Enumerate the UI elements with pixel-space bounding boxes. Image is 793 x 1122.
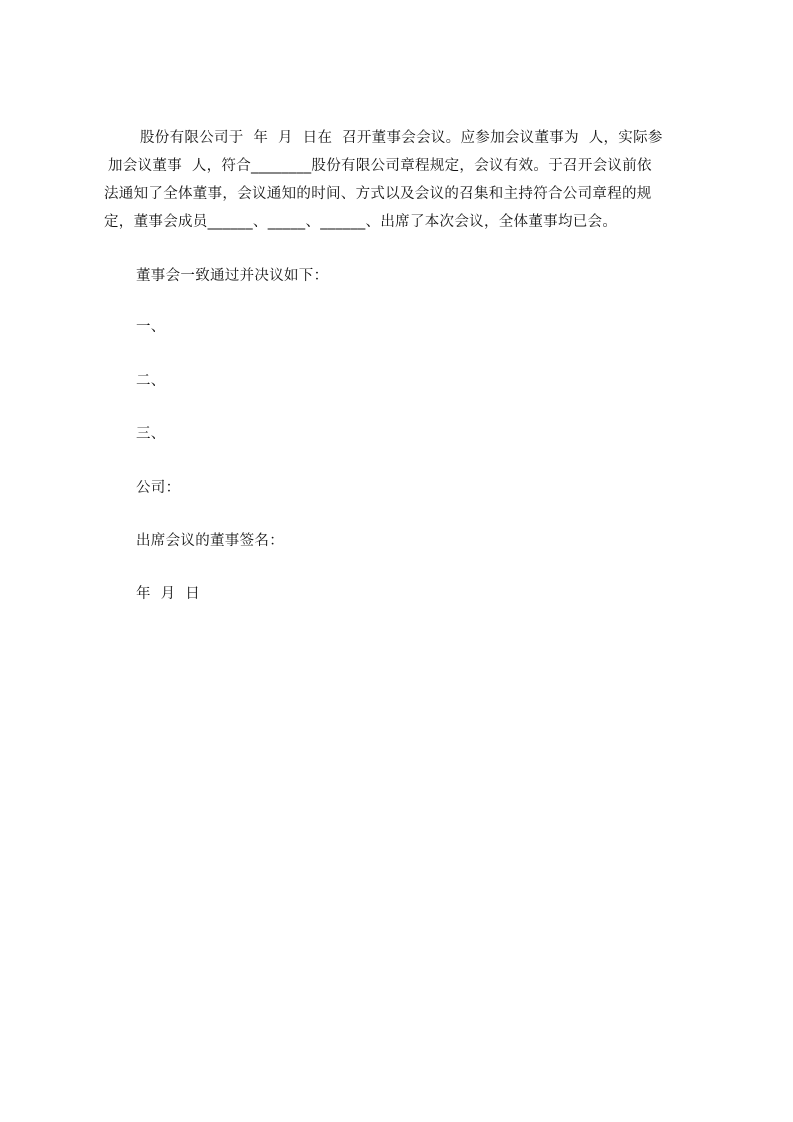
intro-line-3: 法通知了全体董事，会议通知的时间、方式以及会议的召集和主持符合公司章程的规 [104,186,652,202]
resolution-item-3: 三、 [136,426,166,442]
intro-line-1: 股份有限公司于 年 月 日在 召开董事会会议。应参加会议董事为 人，实际参 [140,130,663,146]
resolution-intro: 董事会一致通过并决议如下： [136,268,329,284]
intro-line-4: 定，董事会成员______、_____、______、出席了本次会议，全体董事均已会。 [104,214,618,230]
resolution-item-1: 一、 [136,319,166,335]
intro-line-2: 加会议董事 人，符合________股份有限公司章程规定，会议有效。于召开会议前依 [108,158,652,174]
date-line: 年 月 日 [136,586,201,602]
signature-label: 出席会议的董事签名： [136,533,284,549]
company-label: 公司： [136,480,181,496]
resolution-item-2: 二、 [136,373,166,389]
